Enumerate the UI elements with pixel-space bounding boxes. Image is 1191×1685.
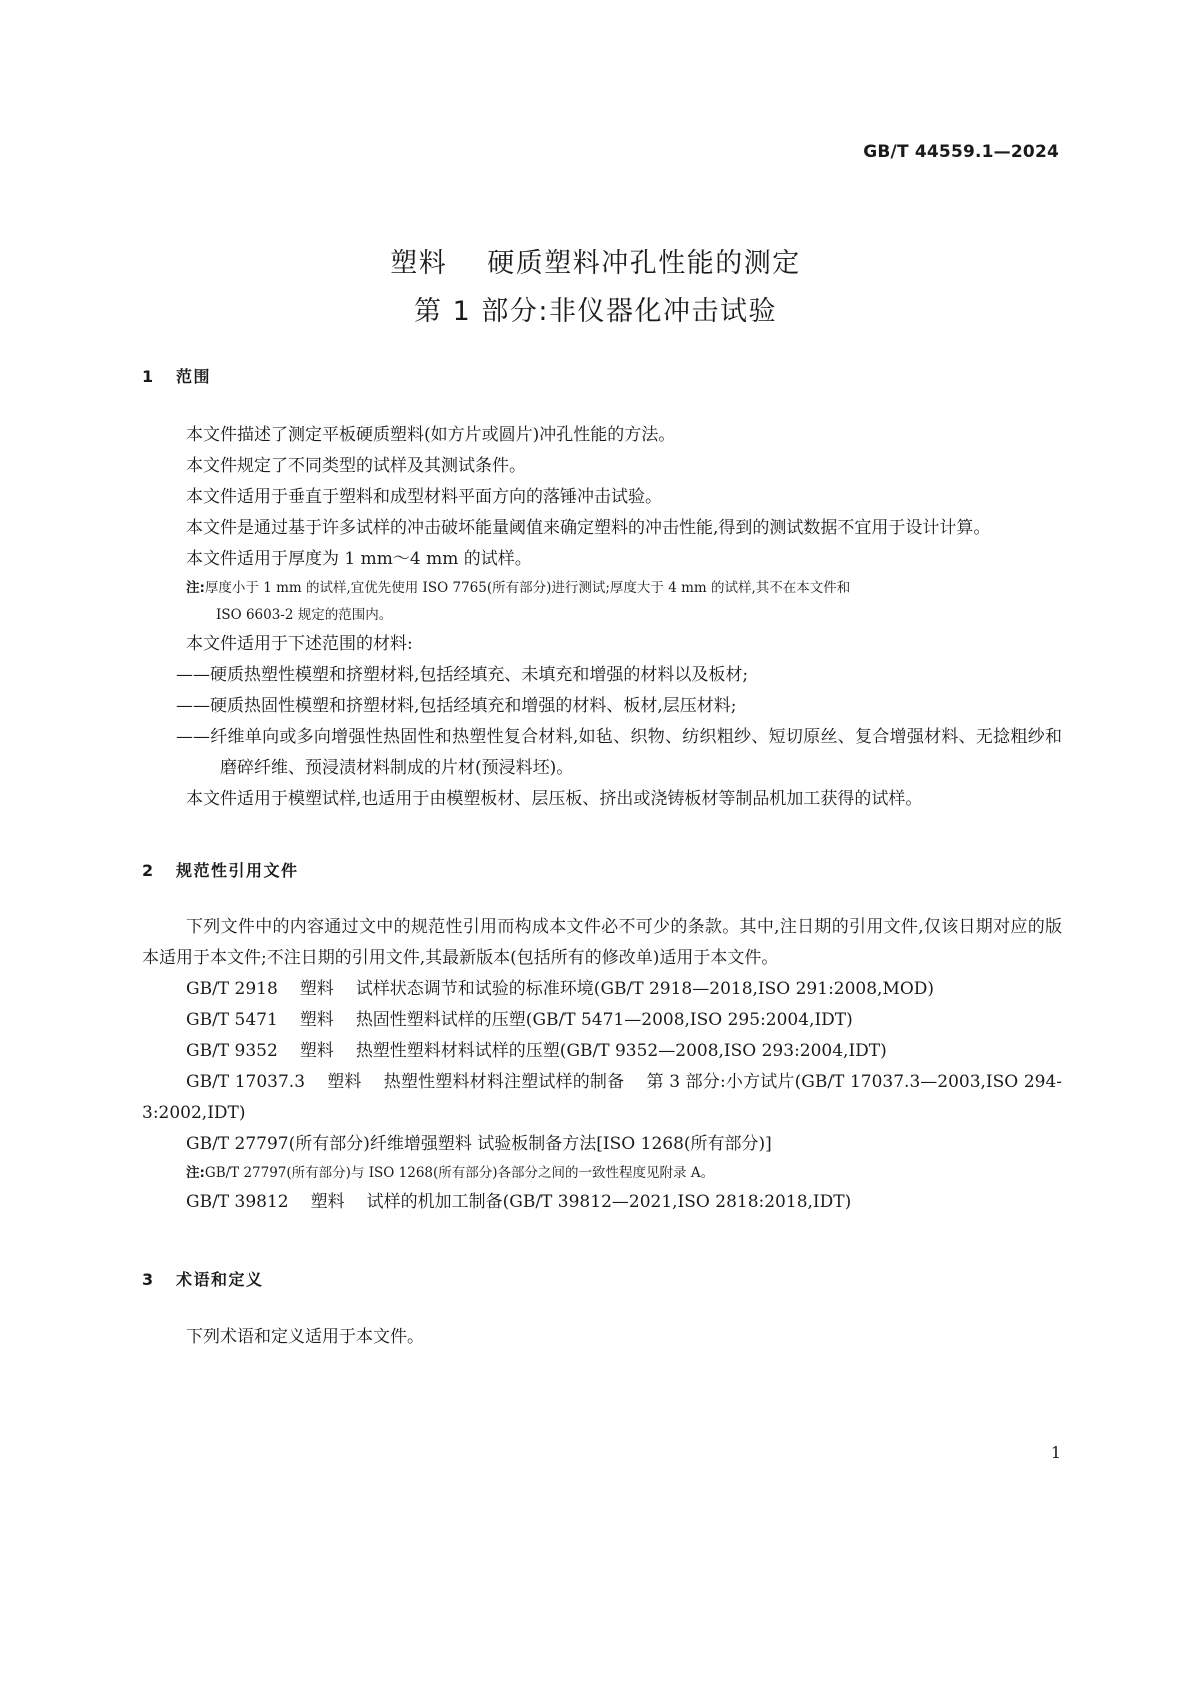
section-2-body (142, 912, 1062, 1218)
note: 注:厚度小于 1 mm 的试样,宜优先使用 ISO 7765(所有部分)进行测试;厚度大于 4 mm 的试样,其不在本文件和 ISO 6603-2 规定的范围内。 (186, 580, 851, 623)
section-1-heading: 1 范围 (142, 367, 212, 386)
list-item: ——硬质热固性模塑和挤塑材料,包括经填充和增强的材料、板材,层压材料; (176, 696, 737, 716)
list-item: ——纤维单向或多向增强性热固性和热塑性复合材料,如毡、织物、纺织粗纱、短切原丝、复合增强材料、无捻粗纱和磨碎纤维、预浸渍材料制成的片材(预浸料坯)。 (176, 727, 1062, 778)
paragraph: 本文件适用于下述范围的材料: (186, 634, 413, 654)
title-line-2: 第 1 部分:非仪器化冲击试验 (414, 296, 777, 327)
paragraph: 本文件适用于厚度为 1 mm～4 mm 的试样。 (186, 549, 532, 569)
document-title (0, 240, 1191, 336)
reference-item: GB/T 5471 塑料 热固性塑料试样的压塑(GB/T 5471—2008,ISO 295:2004,IDT) (186, 1010, 853, 1030)
section-3-body (142, 1322, 1062, 1353)
paragraph: 本文件描述了测定平板硬质塑料(如方片或圆片)冲孔性能的方法。 (186, 425, 676, 445)
note: 注:GB/T 27797(所有部分)与 ISO 1268(所有部分)各部分之间的一致性程度见附录 A。 (186, 1165, 715, 1181)
list-item: ——硬质热塑性模塑和挤塑材料,包括经填充、未填充和增强的材料以及板材; (176, 665, 749, 685)
section-1-body (142, 420, 1062, 815)
page-number: 1 (1050, 1443, 1061, 1462)
reference-item: GB/T 39812 塑料 试样的机加工制备(GB/T 39812—2021,ISO 2818:2018,IDT) (186, 1192, 852, 1212)
reference-item: GB/T 2918 塑料 试样状态调节和试验的标准环境(GB/T 2918—2018,ISO 291:2008,MOD) (186, 979, 935, 999)
title-line-1: 塑料 硬质塑料冲孔性能的测定 (390, 248, 801, 279)
paragraph: 本文件是通过基于许多试样的冲击破坏能量阈值来确定塑料的冲击性能,得到的测试数据不宜用于设计计算。 (186, 518, 991, 538)
paragraph: 本文件适用于模塑试样,也适用于由模塑板材、层压板、挤出或浇铸板材等制品机加工获得的试样。 (186, 789, 923, 809)
section-2-heading: 2 规范性引用文件 (142, 861, 299, 880)
section-3-heading: 3 术语和定义 (142, 1270, 264, 1289)
reference-item: GB/T 9352 塑料 热塑性塑料材料试样的压塑(GB/T 9352—2008,ISO 293:2004,IDT) (186, 1041, 887, 1061)
paragraph: 下列术语和定义适用于本文件。 (186, 1327, 424, 1347)
paragraph: 本文件适用于垂直于塑料和成型材料平面方向的落锤冲击试验。 (186, 487, 662, 507)
paragraph: 本文件规定了不同类型的试样及其测试条件。 (186, 456, 526, 476)
reference-item: GB/T 27797(所有部分)纤维增强塑料 试验板制备方法[ISO 1268(所有部分)] (186, 1134, 772, 1154)
reference-item: GB/T 17037.3 塑料 热塑性塑料材料注塑试样的制备 第 3 部分:小方试片(GB/T 17037.3—2003,ISO 294-3:2002,IDT) (142, 1072, 1063, 1123)
document-code: GB/T 44559.1—2024 (863, 142, 1059, 162)
paragraph: 下列文件中的内容通过文中的规范性引用而构成本文件必不可少的条款。其中,注日期的引用文件,仅该日期对应的版本适用于本文件;不注日期的引用文件,其最新版本(包括所有的修改单)适用于本文件。 (142, 917, 1062, 968)
